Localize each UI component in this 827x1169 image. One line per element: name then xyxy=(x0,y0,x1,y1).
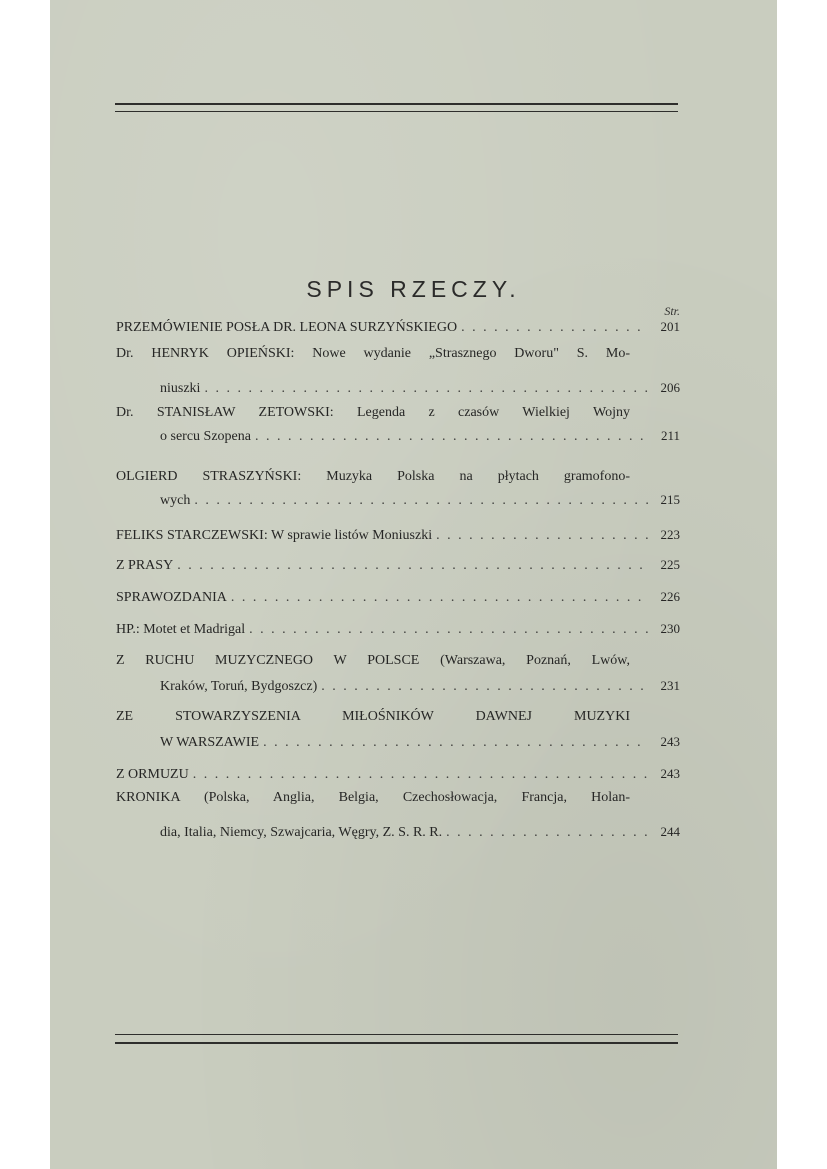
toc-entry-text: dia, Italia, Niemcy, Szwajcaria, Węgry, Z. S. R. R. xyxy=(160,825,443,840)
leader-dots xyxy=(204,380,648,397)
toc-entry-text: PRZEMÓWIENIE POSŁA DR. LEONA SURZYŃSKIEGO xyxy=(116,320,458,335)
toc-entry-text: Z RUCHU MUZYCZNEGO W POLSCE (Warszawa, Poznań, Lwów, xyxy=(116,653,630,668)
toc-entry-line xyxy=(116,526,680,544)
toc-entry-text: Dr. STANISŁAW ZETOWSKI: Legenda z czasów Wielkiej Wojny xyxy=(116,405,630,420)
toc-entry xyxy=(116,708,680,751)
leader-dots xyxy=(321,678,648,695)
toc-entry-text: o sercu Szopena xyxy=(160,429,251,444)
leader-dots xyxy=(446,824,648,841)
toc-page-number: 215 xyxy=(660,492,680,507)
toc-entry-line xyxy=(116,379,680,397)
leader-dots xyxy=(461,319,648,336)
toc-entry xyxy=(116,765,680,783)
leader-dots xyxy=(263,734,648,751)
toc-entry-line xyxy=(116,345,680,362)
leader-dots xyxy=(194,492,648,509)
leader-dots xyxy=(177,557,648,574)
toc-page-number: 231 xyxy=(660,678,680,693)
toc-entry xyxy=(116,468,680,509)
toc-entry xyxy=(116,404,680,445)
toc-entry xyxy=(116,556,680,574)
toc-entry-text: KRONIKA (Polska, Anglia, Belgia, Czechosłowacja, Francja, Holan- xyxy=(116,790,630,805)
toc-entry-line xyxy=(116,468,680,485)
toc-page-number: 211 xyxy=(660,428,680,443)
toc-entry-text: W WARSZAWIE xyxy=(160,735,260,750)
toc-entry xyxy=(116,620,680,638)
page-title: SPIS RZECZY. xyxy=(306,276,521,302)
toc-page-number: 243 xyxy=(660,766,680,781)
toc-entry-line xyxy=(116,765,680,783)
toc-page-number: 243 xyxy=(660,734,680,749)
toc-entry-text: Dr. HENRYK OPIEŃSKI: Nowe wydanie „Strasznego Dworu" S. Mo- xyxy=(116,346,630,361)
toc-entry xyxy=(116,526,680,544)
toc-page-number: 244 xyxy=(660,824,680,839)
leader-dots xyxy=(193,766,648,783)
toc-entry xyxy=(116,789,680,841)
toc-page-number: 225 xyxy=(660,557,680,572)
toc-entry xyxy=(116,652,680,695)
toc-entry xyxy=(116,318,680,336)
toc-entry-line xyxy=(116,620,680,638)
toc-entry-line xyxy=(116,556,680,574)
toc-entry xyxy=(116,345,680,397)
toc-page-number: 223 xyxy=(660,527,680,542)
top-rule-thin xyxy=(115,111,678,112)
toc-entry-text: wych xyxy=(160,493,191,508)
leader-dots xyxy=(249,621,648,638)
toc-entry-line xyxy=(116,789,680,806)
toc-page-number: 201 xyxy=(660,319,680,334)
toc-entry-text: Z PRASY xyxy=(116,558,174,573)
toc-entry-line xyxy=(116,652,680,669)
toc-entry-text: HP.: Motet et Madrigal xyxy=(116,622,246,637)
toc-entry-line xyxy=(116,491,680,509)
toc-entry-text: SPRAWOZDANIA xyxy=(116,590,227,605)
paper-sheet xyxy=(50,0,777,1169)
toc-entry-text: niuszki xyxy=(160,381,201,396)
toc-entry-line xyxy=(116,588,680,606)
toc-page-number: 226 xyxy=(660,589,680,604)
toc-entry xyxy=(116,588,680,606)
top-rule-thick xyxy=(115,103,678,105)
toc-entry-line xyxy=(116,404,680,421)
bottom-rule-thick xyxy=(115,1042,678,1044)
page-column-label: Str. xyxy=(664,304,680,318)
toc-entry-text: FELIKS STARCZEWSKI: W sprawie listów Moniuszki xyxy=(116,528,433,543)
toc-entry-line xyxy=(116,733,680,751)
toc-entry-line xyxy=(116,823,680,841)
toc-entry-text: Z ORMUZU xyxy=(116,767,189,782)
toc-page-number: 206 xyxy=(660,380,680,395)
toc-entry-line xyxy=(116,427,680,445)
bottom-rule-thin xyxy=(115,1034,678,1035)
toc-entry-text: Kraków, Toruń, Bydgoszcz) xyxy=(160,679,318,694)
toc-entry-text: ZE STOWARZYSZENIA MIŁOŚNIKÓW DAWNEJ MUZYKI xyxy=(116,709,630,724)
leader-dots xyxy=(436,527,648,544)
toc-entry-line xyxy=(116,318,680,336)
toc-page-number: 230 xyxy=(660,621,680,636)
leader-dots xyxy=(231,589,648,606)
toc-entry-line xyxy=(116,677,680,695)
toc-entry-text: OLGIERD STRASZYŃSKI: Muzyka Polska na płytach gramofono- xyxy=(116,469,630,484)
toc-entry-line xyxy=(116,708,680,725)
leader-dots xyxy=(255,428,648,445)
